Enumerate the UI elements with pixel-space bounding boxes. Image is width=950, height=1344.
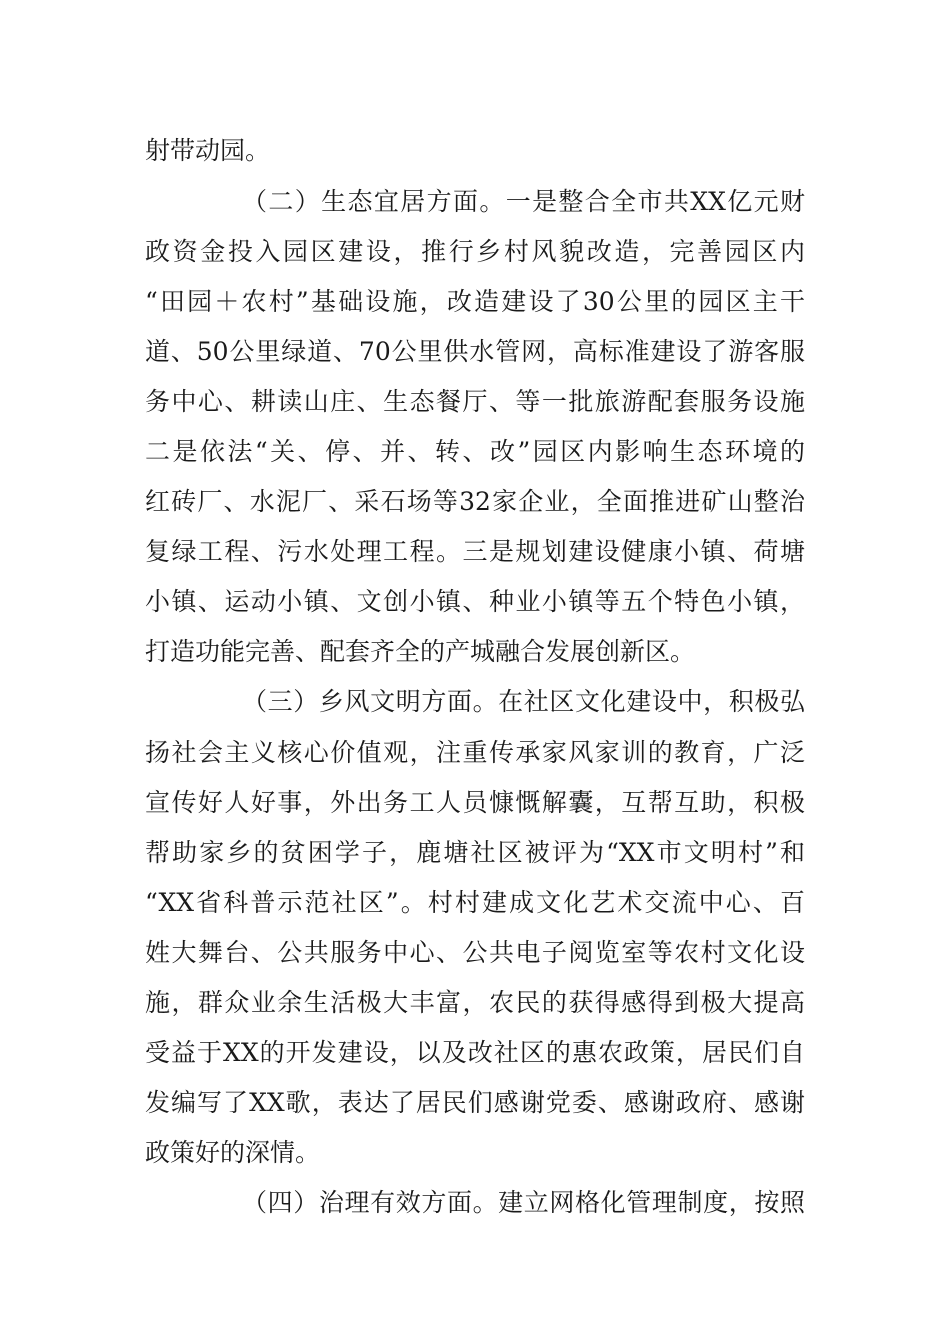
text-line-5: 道、50公里绿道、70公里供水管网，高标准建设了游客服: [145, 337, 805, 366]
text-line-4: “田园＋农村”基础设施，改造建设了30公里的园区主干: [145, 287, 805, 316]
section-2-heading-line: （二）生态宜居方面。一是整合全市共XX亿元财: [242, 187, 805, 216]
text-line-6: 务中心、耕读山庄、生态餐厅、等一批旅游配套服务设施: [145, 387, 805, 416]
text-line-13: 扬社会主义核心价值观，注重传承家风家训的教育，广泛: [145, 738, 805, 767]
text-line-7: 二是依法“关、停、并、转、改”园区内影响生态环境的: [145, 437, 805, 466]
text-line-14: 宣传好人好事，外出务工人员慷慨解囊，互帮互助，积极: [145, 788, 805, 817]
section-3-heading-line: （三）乡风文明方面。在社区文化建设中，积极弘: [242, 687, 805, 716]
text-line-19: 受益于XX的开发建设，以及改社区的惠农政策，居民们自: [145, 1038, 805, 1067]
text-line-1: 射带动园。: [145, 136, 271, 165]
text-line-10: 小镇、运动小镇、文创小镇、种业小镇等五个特色小镇，: [145, 587, 805, 616]
text-line-8: 红砖厂、水泥厂、采石场等32家企业，全面推进矿山整治: [145, 487, 805, 516]
text-line-16: “XX省科普示范社区”。村村建成文化艺术交流中心、百: [145, 888, 805, 917]
text-line-11: 打造功能完善、配套齐全的产城融合发展创新区。: [145, 637, 696, 666]
section-4-heading-line: （四）治理有效方面。建立网格化管理制度，按照: [242, 1188, 805, 1217]
text-line-9: 复绿工程、污水处理工程。三是规划建设健康小镇、荷塘: [145, 537, 805, 566]
text-line-18: 施，群众业余生活极大丰富，农民的获得感得到极大提高: [145, 988, 805, 1017]
text-line-17: 姓大舞台、公共服务中心、公共电子阅览室等农村文化设: [145, 938, 805, 967]
text-line-15: 帮助家乡的贫困学子，鹿塘社区被评为“XX市文明村”和: [145, 838, 805, 867]
text-line-21: 政策好的深情。: [145, 1138, 321, 1167]
text-line-3: 政资金投入园区建设，推行乡村风貌改造，完善园区内: [145, 237, 805, 266]
text-line-20: 发编写了XX歌，表达了居民们感谢党委、感谢政府、感谢: [145, 1088, 805, 1117]
